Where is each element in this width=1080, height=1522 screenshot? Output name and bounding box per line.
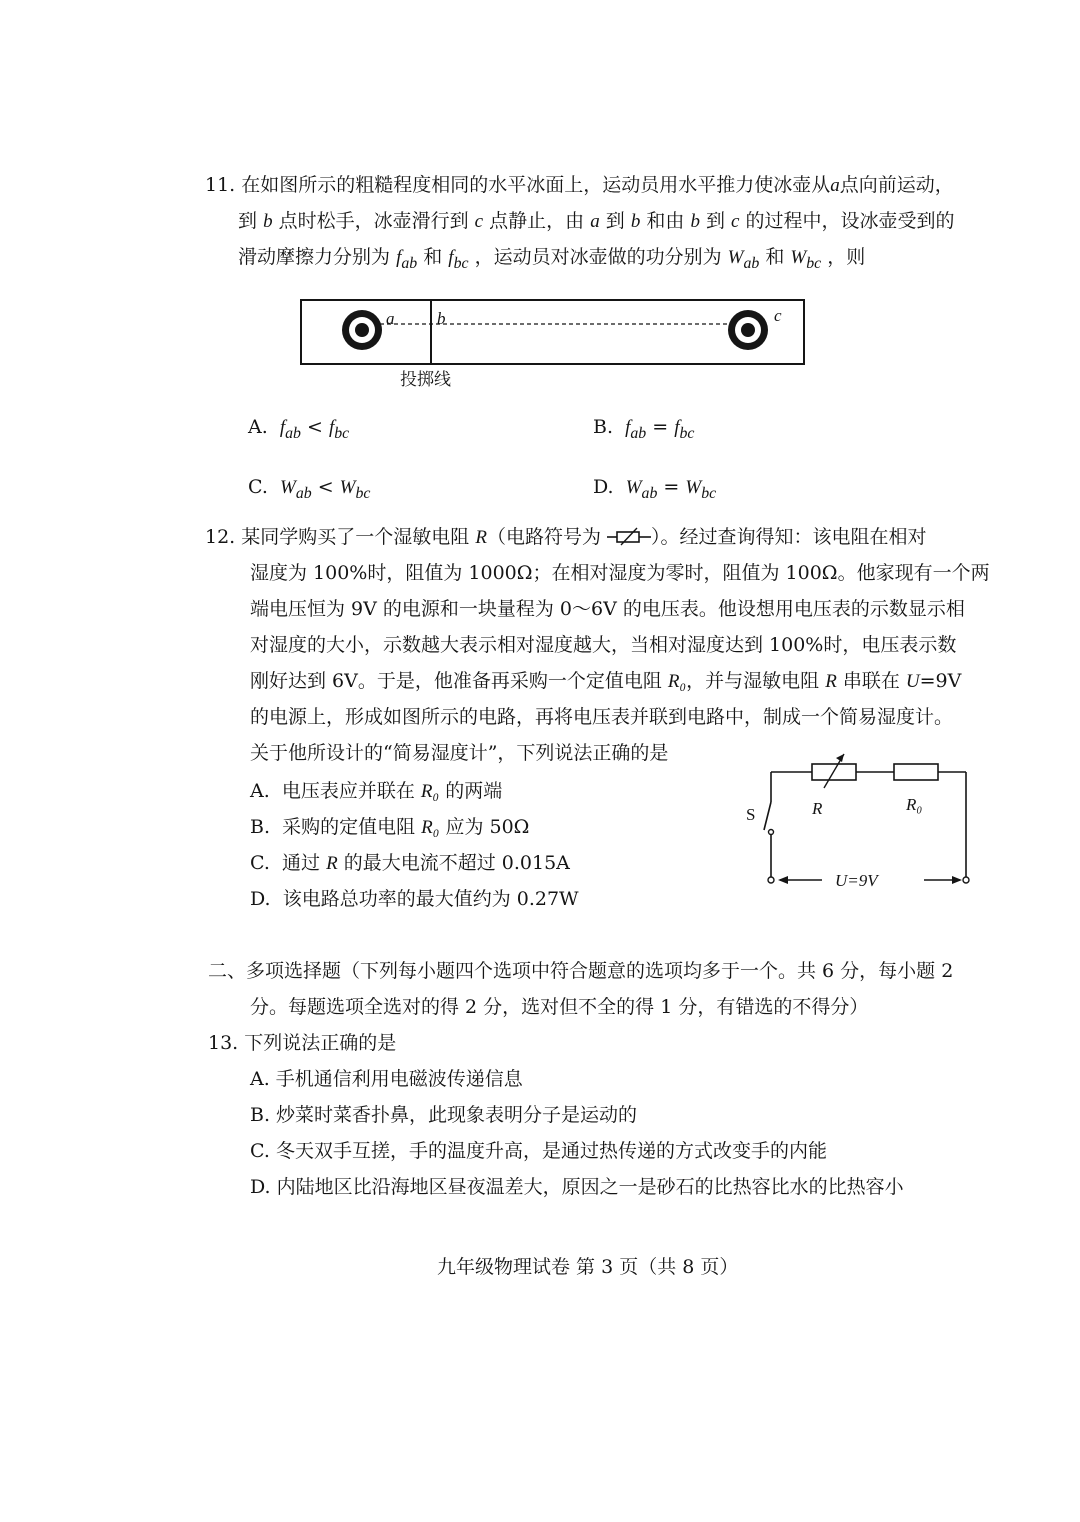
- label-c: c: [774, 306, 782, 325]
- section2-header-line1: 二、多项选择题（下列每小题四个选项中符合题意的选项均多于一个。共 6 分，每小题 2: [208, 960, 954, 982]
- section2-header-line2: 分。每题选项全选对的得 2 分，选对但不全的得 1 分，有错选的不得分）: [250, 996, 869, 1018]
- terminal-right: [963, 877, 969, 883]
- circuit-figure: [740, 752, 980, 902]
- curling-stone-a-icon: [342, 310, 382, 350]
- label-S: S: [746, 805, 756, 824]
- curling-stone-c-icon: [728, 310, 768, 350]
- label-R: R: [812, 799, 823, 818]
- q11-option-b: B. $f_{ab} = f_{bc}$: [593, 416, 695, 442]
- resistor-R0: [894, 764, 938, 780]
- q12-line-4: 对湿度的大小，示数越大表示相对湿度越大，当相对湿度达到 100%时，电压表示数: [250, 634, 957, 656]
- curling-figure: [290, 290, 820, 390]
- q11-line-1: 11. 在如图所示的粗糙程度相同的水平冰面上，运动员用水平推力使冰壶从a点向前运动，: [205, 174, 954, 196]
- q13-option-b: B. 炒菜时菜香扑鼻，此现象表明分子是运动的: [250, 1104, 638, 1126]
- label-b: b: [437, 309, 446, 328]
- q12-line-1: 12. 某同学购买了一个湿敏电阻 R（电路符号为 ）。经过查询得知：该电阻在相对: [205, 526, 927, 548]
- q12-option-a: A. 电压表应并联在 R₀ 的两端: [250, 780, 503, 802]
- label-R0: R₀: [906, 795, 923, 814]
- q11-line-3: 滑动摩擦力分别为 $f_{ab}$ 和 $f_{bc}$ ，运动员对冰壶做的功分别为 $W_{ab}$ 和 $W_{bc}$ ，则: [238, 246, 866, 272]
- q11-option-c: C. $W_{ab} < W_{bc}$: [248, 476, 371, 502]
- q12-line-5: 刚好达到 6V。于是，他准备再采购一个定值电阻 R₀，并与湿敏电阻 R 串联在 U=9V: [250, 670, 962, 692]
- q11-option-a: A. $f_{ab} < f_{bc}$: [248, 416, 350, 442]
- q11-option-d: D. $W_{ab} = W_{bc}$: [593, 476, 717, 502]
- q12-line-7: 关于他所设计的“简易湿度计”，下列说法正确的是: [250, 742, 669, 764]
- humidity-resistor-symbol-icon: [607, 526, 651, 548]
- q12-option-d: D. 该电路总功率的最大值约为 0.27W: [250, 888, 579, 910]
- label-U: U=9V: [835, 871, 878, 890]
- q11-line-2: 到 b 点时松手，冰壶滑行到 c 点静止，由 a 到 b 和由 b 到 c 的过程中，设冰壶受到的: [238, 210, 955, 232]
- q13-option-d: D. 内陆地区比沿海地区昼夜温差大，原因之一是砂石的比热容比水的比热容小: [250, 1176, 904, 1198]
- q13-stem: 13. 下列说法正确的是: [208, 1032, 397, 1054]
- switch-S: [764, 802, 771, 830]
- q13-option-c: C. 冬天双手互搓，手的温度升高，是通过热传递的方式改变手的内能: [250, 1140, 827, 1162]
- q12-option-b: B. 采购的定值电阻 R₀ 应为 50Ω: [250, 816, 530, 838]
- q12-line-6: 的电源上，形成如图所示的电路，再将电压表并联到电路中，制成一个简易湿度计。: [250, 706, 954, 728]
- throw-line-label: 投掷线: [400, 370, 451, 390]
- q12-option-c: C. 通过 R 的最大电流不超过 0.015A: [250, 852, 570, 874]
- q13-option-a: A. 手机通信利用电磁波传递信息: [250, 1068, 523, 1090]
- q12-line-3: 端电压恒为 9V 的电源和一块量程为 0～6V 的电压表。他设想用电压表的示数显示相: [250, 598, 965, 620]
- terminal-left: [768, 877, 774, 883]
- q12-line-2: 湿度为 100%时，阻值为 1000Ω；在相对湿度为零时，阻值为 100Ω。他家现有一个两: [250, 562, 990, 584]
- label-a: a: [386, 309, 395, 328]
- page-footer: 九年级物理试卷 第 3 页（共 8 页）: [437, 1256, 739, 1278]
